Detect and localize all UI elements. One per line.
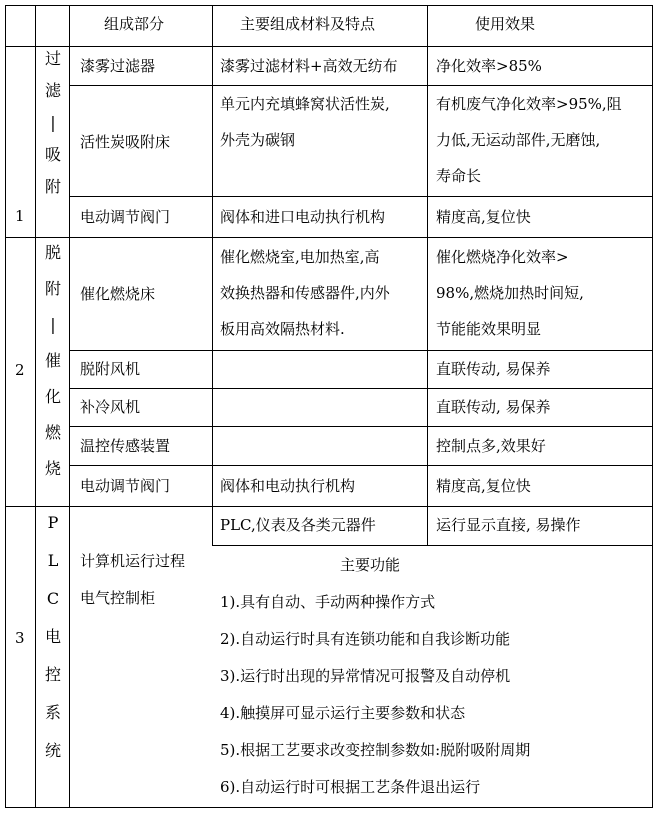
component-cell: 活性炭吸附床 — [80, 133, 171, 151]
table-border-right — [652, 5, 653, 808]
effect-cell: 力低,无运动部件,无磨蚀, — [436, 131, 601, 149]
material-cell: 漆雾过滤材料+高效无纺布 — [220, 57, 398, 75]
function-item: 3).运行时出现的异常情况可报警及自动停机 — [220, 667, 511, 685]
effect-cell: 净化效率>85% — [436, 57, 542, 75]
row-divider — [69, 85, 653, 86]
section-divider — [5, 506, 653, 507]
table-border-left — [5, 5, 6, 808]
row-divider — [69, 196, 653, 197]
material-cell: 单元内充填蜂窝状活性炭, — [220, 95, 390, 113]
material-cell: 效换热器和传感器件,内外 — [220, 284, 390, 302]
col-divider-3 — [212, 5, 213, 545]
effect-cell: 直联传动, 易保养 — [436, 360, 551, 378]
row-divider — [212, 545, 653, 546]
material-cell: 外壳为碳钢 — [220, 131, 296, 149]
section-divider — [5, 237, 653, 238]
material-cell: PLC,仪表及各类元器件 — [220, 516, 376, 534]
function-item: 6).自动运行时可根据工艺条件退出运行 — [220, 778, 481, 796]
effect-cell: 催化燃烧净化效率> — [436, 248, 569, 266]
effect-cell: 寿命长 — [436, 167, 482, 185]
section-number: 1 — [15, 207, 25, 225]
component-cell: 电动调节阀门 — [80, 208, 171, 226]
table-border-top — [5, 5, 653, 6]
component-cell: 电动调节阀门 — [80, 477, 171, 495]
header-divider — [5, 46, 653, 47]
effect-cell: 直联传动, 易保养 — [436, 398, 551, 416]
effect-cell: 有机废气净化效率>95%,阻 — [436, 95, 622, 113]
function-item: 5).根据工艺要求改变控制参数如:脱附吸附周期 — [220, 741, 531, 759]
component-cell: 温控传感装置 — [80, 437, 171, 455]
effect-cell: 节能能效果明显 — [436, 320, 542, 338]
col-divider-1 — [35, 5, 36, 808]
effect-cell: 控制点多,效果好 — [436, 437, 546, 455]
header-component: 组成部分 — [104, 15, 165, 33]
section-title-vertical: 过 滤 | 吸 附 — [44, 49, 61, 196]
function-item: 4).触摸屏可显示运行主要参数和状态 — [220, 704, 466, 722]
effect-cell: 精度高,复位快 — [436, 477, 531, 495]
effect-cell: 98%,燃烧加热时间短, — [436, 284, 584, 302]
material-cell: 阀体和电动执行机构 — [220, 477, 356, 495]
effect-cell: 运行显示直接, 易操作 — [436, 516, 581, 534]
row-divider — [69, 465, 653, 466]
functions-title: 主要功能 — [340, 556, 401, 574]
effect-cell: 精度高,复位快 — [436, 208, 531, 226]
row-divider — [69, 426, 653, 427]
section-title-vertical: 脱 附 | 催 化 燃 烧 — [44, 243, 61, 478]
col-divider-4 — [427, 5, 428, 545]
component-cell: 补冷风机 — [80, 398, 141, 416]
section-number: 2 — [15, 361, 25, 379]
material-cell: 板用高效隔热材料. — [220, 320, 345, 338]
function-item: 2).自动运行时具有连锁功能和自我诊断功能 — [220, 630, 511, 648]
component-cell: 电气控制柜 — [80, 589, 156, 607]
section-title-vertical: P L C 电 控 系 统 — [44, 513, 61, 760]
material-cell: 催化燃烧室,电加热室,高 — [220, 248, 380, 266]
row-divider — [69, 350, 653, 351]
component-cell: 漆雾过滤器 — [80, 57, 156, 75]
table-border-bottom — [5, 807, 653, 808]
header-effect: 使用效果 — [475, 15, 536, 33]
component-cell: 催化燃烧床 — [80, 285, 156, 303]
header-material: 主要组成材料及特点 — [240, 15, 376, 33]
component-cell: 脱附风机 — [80, 360, 141, 378]
row-divider — [69, 388, 653, 389]
col-divider-2 — [69, 5, 70, 808]
section-number: 3 — [15, 629, 25, 647]
component-cell: 计算机运行过程 — [80, 552, 186, 570]
material-cell: 阀体和进口电动执行机构 — [220, 208, 386, 226]
function-item: 1).具有自动、手动两种操作方式 — [220, 593, 436, 611]
